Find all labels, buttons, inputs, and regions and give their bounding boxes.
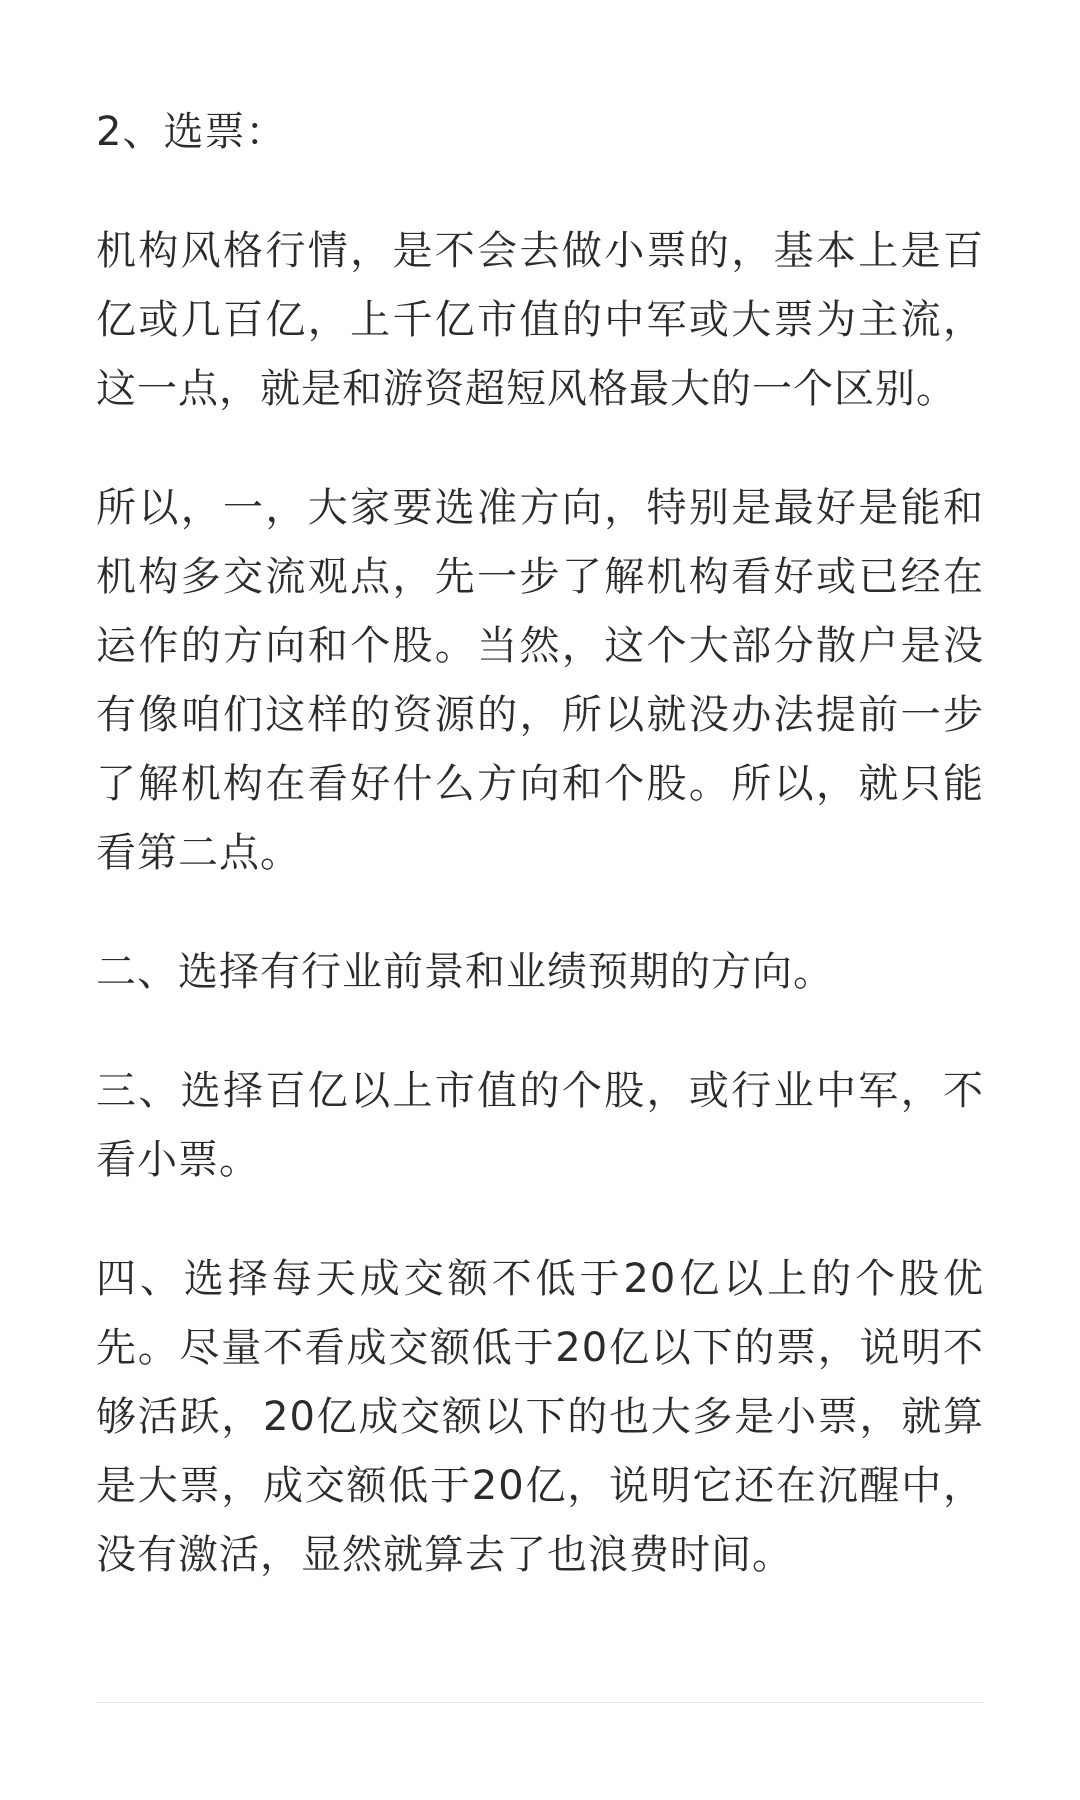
paragraph-institution-style: 机构风格行情，是不会去做小票的，基本上是百亿或几百亿，上千亿市值的中军或大票为主流，这一点，就是和游资超短风格最大的一个区别。 (96, 228, 984, 412)
section-heading: 2、选票： (96, 109, 287, 155)
paragraph-point-three: 三、选择百亿以上市值的个股，或行业中军，不看小票。 (96, 1068, 984, 1183)
paragraph-point-two: 二、选择有行业前景和业绩预期的方向。 (96, 949, 834, 995)
paragraph-point-four: 四、选择每天成交额不低于20亿以上的个股优先。尽量不看成交额低于20亿以下的票，说明不够活跃，20亿成交额以下的也大多是小票，就算是大票，成交额低于20亿，说明它还在沉醒中，没有激活，显然就算去了也浪费时间。 (96, 1256, 984, 1578)
paragraph-point-one: 所以，一，大家要选准方向，特别是最好是能和机构多交流观点，先一步了解机构看好或已经在运作的方向和个股。当然，这个大部分散户是没有像咱们这样的资源的，所以就没办法提前一步了解机构在看好什么方向和个股。所以，就只能看第二点。 (96, 485, 984, 876)
bottom-divider (96, 1702, 984, 1703)
